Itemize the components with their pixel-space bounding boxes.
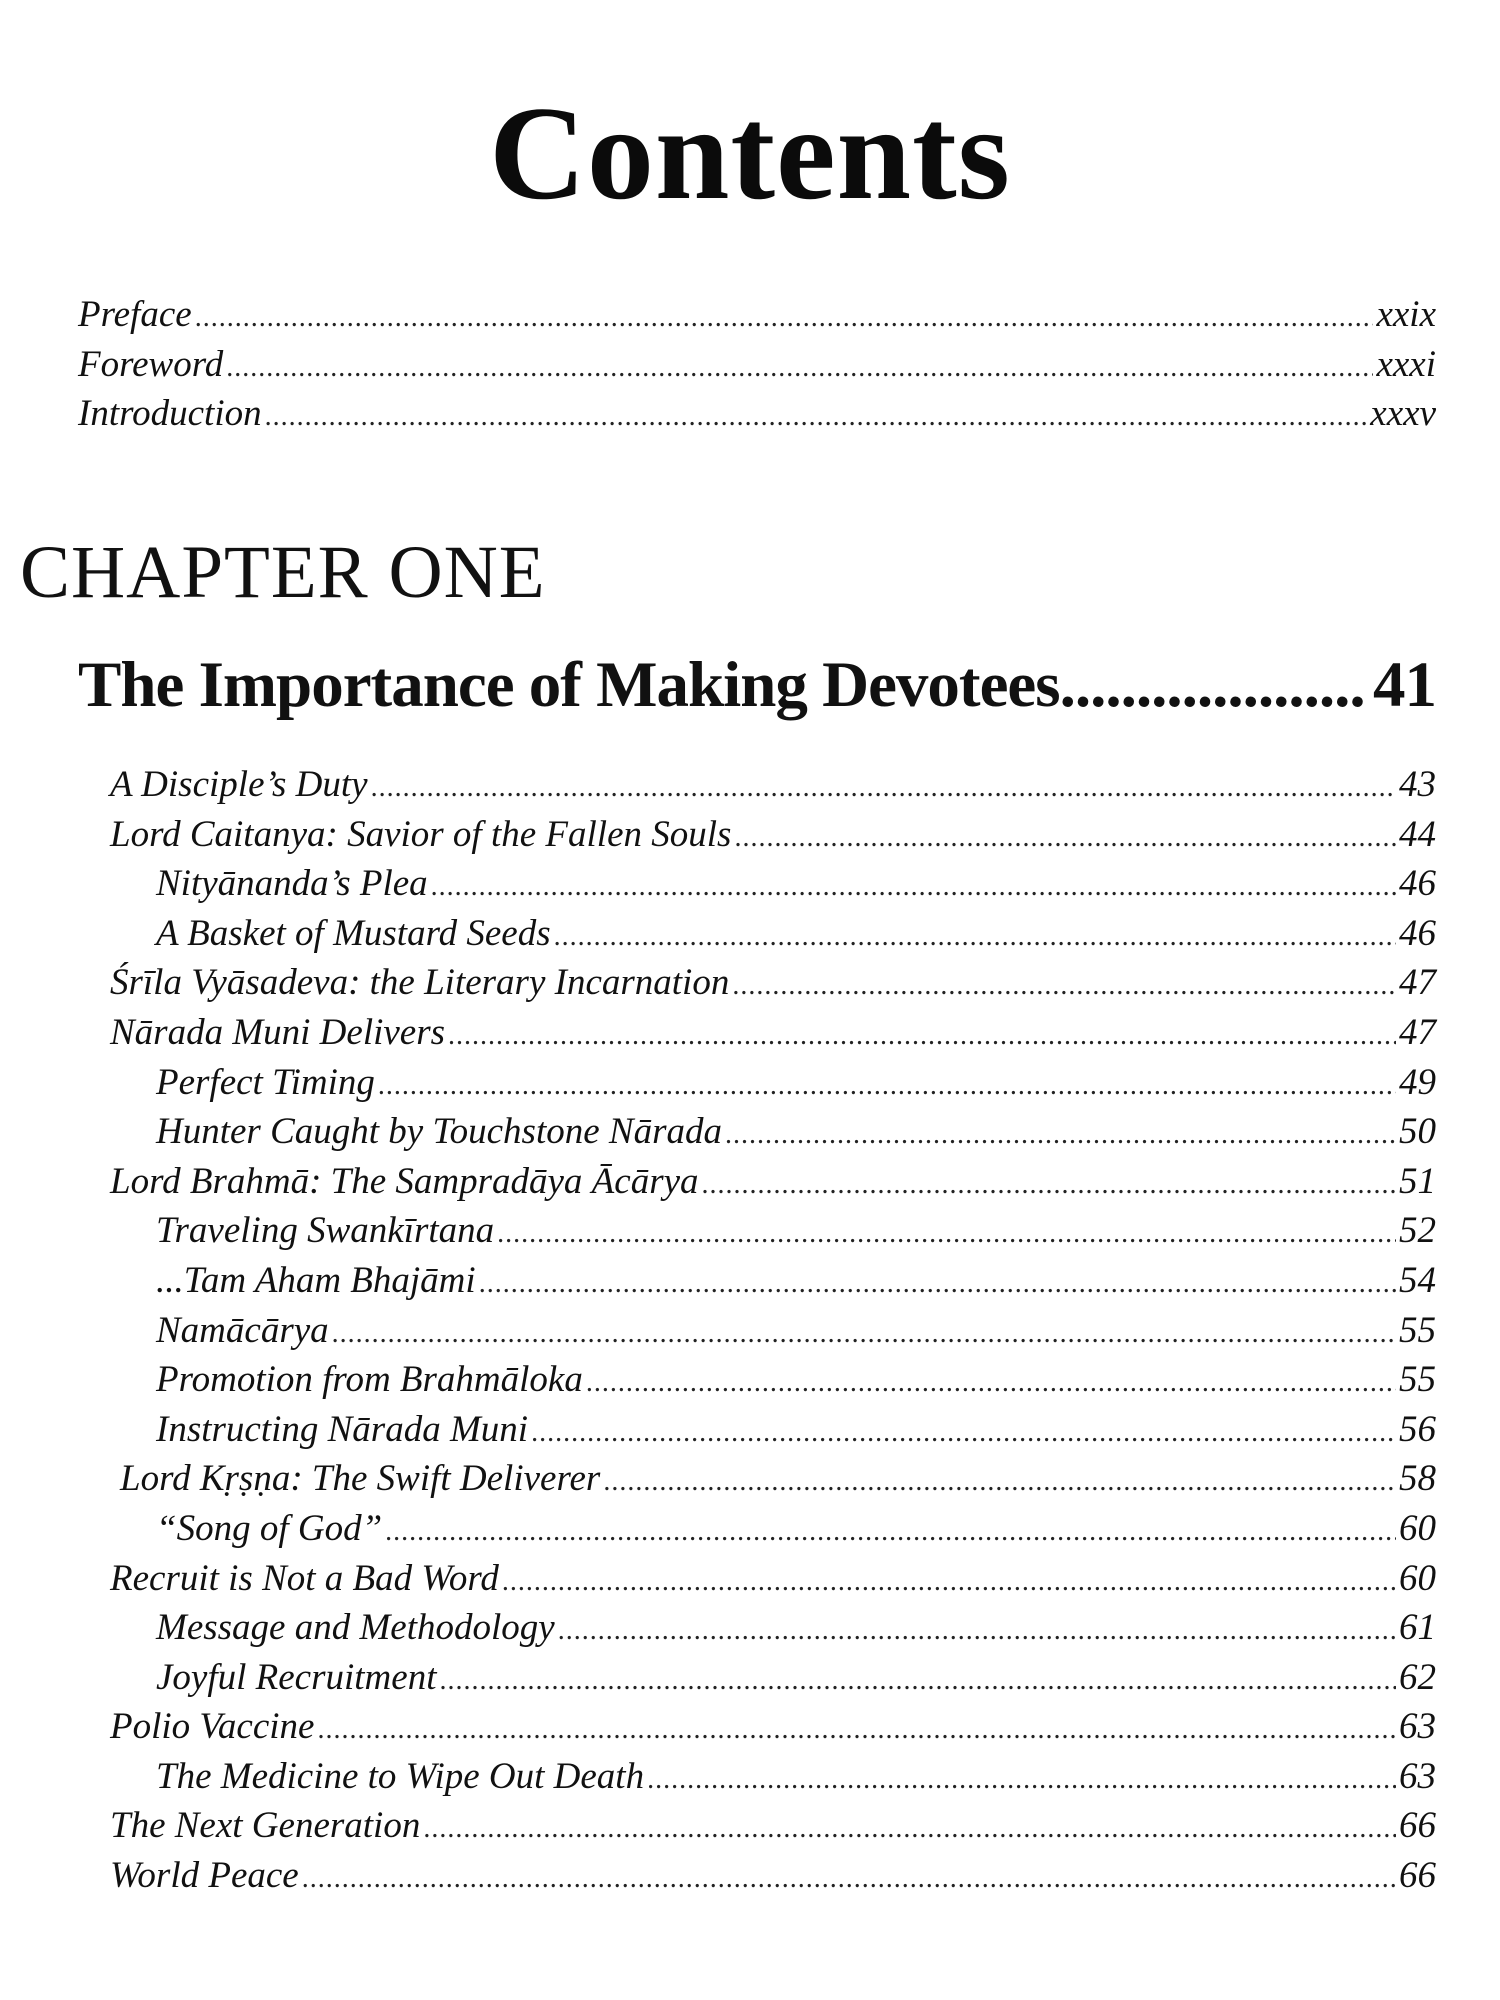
toc-entry[interactable]	[110, 1405, 1436, 1455]
dot-leader	[734, 813, 1396, 863]
dot-leader	[603, 1457, 1396, 1507]
dot-leader	[385, 1507, 1396, 1557]
toc-entry-label: Instructing Nārada Muni	[156, 1408, 529, 1450]
toc-entry-foreword[interactable]	[78, 340, 1436, 390]
dot-leader	[195, 293, 1374, 343]
toc-entry-label: The Next Generation	[110, 1805, 421, 1847]
toc-entry[interactable]	[110, 1256, 1436, 1306]
toc-entry-page: 50	[1399, 1111, 1436, 1153]
toc-entry-label: Preface	[78, 294, 192, 335]
dot-leader	[479, 1259, 1396, 1309]
toc-entry[interactable]	[110, 1058, 1436, 1108]
dot-leader	[558, 1606, 1396, 1656]
toc-entry-page: xxxi	[1376, 343, 1436, 385]
dot-leader	[317, 1705, 1396, 1755]
toc-entry-preface[interactable]	[78, 290, 1436, 340]
toc-entry[interactable]	[110, 1206, 1436, 1256]
toc-entry[interactable]	[110, 1008, 1436, 1058]
toc-entry-page: 44	[1399, 813, 1436, 855]
toc-entry-page: 52	[1399, 1210, 1436, 1252]
toc-entry-page: 58	[1399, 1458, 1436, 1500]
chapter-label: CHAPTER ONE	[20, 531, 546, 614]
toc-entry[interactable]	[110, 1752, 1436, 1802]
toc-entry[interactable]	[110, 1851, 1436, 1901]
toc-entry-label: ...Tam Aham Bhajāmi	[156, 1259, 476, 1301]
dot-leader	[702, 1160, 1396, 1210]
toc-entry-label: Joyful Recruitment	[156, 1656, 437, 1698]
front-matter-list	[78, 290, 1436, 439]
toc-entry[interactable]	[110, 1107, 1436, 1157]
toc-entry[interactable]	[110, 1306, 1436, 1356]
dot-leader	[554, 912, 1396, 962]
toc-entry[interactable]	[110, 1653, 1436, 1703]
toc-entry[interactable]	[110, 1702, 1436, 1752]
dot-leader	[371, 763, 1396, 813]
toc-entry-page: 46	[1399, 863, 1436, 905]
toc-entry[interactable]	[110, 958, 1436, 1008]
dot-leader	[302, 1854, 1396, 1904]
dot-leader	[431, 862, 1396, 912]
toc-entry-page: 54	[1399, 1259, 1436, 1301]
toc-entry-page: 60	[1399, 1557, 1436, 1599]
toc-entry-label: “Song of God”	[156, 1507, 383, 1549]
toc-entry-label: Śrīla Vyāsadeva: the Literary Incarnation	[110, 962, 730, 1004]
toc-entry-page: 63	[1399, 1755, 1436, 1797]
dot-leader	[265, 392, 1368, 442]
chapter-page: 41	[1373, 649, 1436, 721]
toc-entry-label: World Peace	[110, 1855, 299, 1897]
toc-entry[interactable]	[110, 1355, 1436, 1405]
toc-entry-label: A Disciple’s Duty	[110, 764, 368, 805]
toc-entry-label: Lord Caitanya: Savior of the Fallen Souls	[110, 813, 732, 855]
toc-entry[interactable]	[110, 1603, 1436, 1653]
toc-entry-page: 63	[1399, 1706, 1436, 1748]
toc-entry-page: 47	[1399, 962, 1436, 1004]
toc-entry-page: 56	[1399, 1408, 1436, 1450]
dot-leader	[725, 1110, 1396, 1160]
toc-entry-label: Promotion from Brahmāloka	[156, 1359, 583, 1401]
dot-leader	[1060, 640, 1367, 730]
dot-leader	[732, 961, 1396, 1011]
toc-entry-page: 46	[1399, 912, 1436, 954]
toc-entry-label: Namācārya	[156, 1309, 329, 1351]
chapter-section-list	[110, 760, 1436, 1901]
toc-entry[interactable]	[110, 1801, 1436, 1851]
toc-entry-label: A Basket of Mustard Seeds	[156, 912, 551, 954]
toc-entry-page: 49	[1399, 1061, 1436, 1103]
toc-entry-label: Recruit is Not a Bad Word	[110, 1557, 499, 1599]
toc-entry-label: Nārada Muni Delivers	[110, 1011, 446, 1053]
toc-entry[interactable]	[110, 760, 1436, 810]
toc-entry-introduction[interactable]	[78, 389, 1436, 439]
dot-leader	[378, 1061, 1396, 1111]
toc-entry[interactable]	[110, 810, 1436, 860]
dot-leader	[439, 1656, 1396, 1706]
toc-entry-label: Foreword	[78, 343, 224, 385]
dot-leader	[226, 343, 1373, 393]
toc-entry-page: 62	[1399, 1656, 1436, 1698]
toc-entry-label: The Medicine to Wipe Out Death	[156, 1755, 645, 1797]
toc-entry-label: Lord Brahmā: The Sampradāya Ācārya	[110, 1160, 699, 1202]
dot-leader	[423, 1804, 1396, 1854]
toc-entry-page: 47	[1399, 1011, 1436, 1053]
dot-leader	[497, 1209, 1396, 1259]
toc-entry[interactable]	[110, 909, 1436, 959]
toc-entry-page: xxix	[1376, 294, 1436, 335]
toc-entry-page: 43	[1399, 764, 1436, 805]
toc-entry[interactable]	[110, 1454, 1436, 1504]
toc-entry-page: 60	[1399, 1507, 1436, 1549]
toc-entry-label: Lord Kṛṣṇa: The Swift Deliverer	[120, 1458, 601, 1500]
toc-entry-page: 51	[1399, 1160, 1436, 1202]
toc-entry-page: xxxv	[1370, 393, 1436, 434]
toc-entry[interactable]	[110, 1504, 1436, 1554]
toc-entry-page: 55	[1399, 1359, 1436, 1401]
dot-leader	[586, 1358, 1396, 1408]
toc-entry-page: 66	[1399, 1805, 1436, 1847]
dot-leader	[531, 1408, 1396, 1458]
dot-leader	[647, 1755, 1396, 1805]
chapter-title-entry[interactable]	[78, 640, 1436, 730]
dot-leader	[448, 1011, 1396, 1061]
toc-entry-label: Nityānanda’s Plea	[156, 863, 428, 905]
page-title: Contents	[489, 79, 1011, 227]
dot-leader	[332, 1309, 1396, 1359]
toc-entry-label: Traveling Swankīrtana	[156, 1210, 495, 1252]
toc-entry-label: Polio Vaccine	[110, 1706, 315, 1748]
dot-leader	[502, 1557, 1396, 1607]
toc-entry-page: 55	[1399, 1309, 1436, 1351]
chapter-title: The Importance of Making Devotees	[78, 649, 1060, 721]
toc-entry-label: Introduction	[78, 393, 262, 434]
toc-entry[interactable]	[110, 1157, 1436, 1207]
toc-entry-page: 61	[1399, 1607, 1436, 1649]
toc-entry[interactable]	[110, 859, 1436, 909]
toc-entry-label: Message and Methodology	[156, 1607, 555, 1649]
toc-entry-label: Hunter Caught by Touchstone Nārada	[156, 1111, 722, 1153]
toc-entry-label: Perfect Timing	[156, 1061, 375, 1103]
toc-entry-page: 66	[1399, 1855, 1436, 1897]
toc-entry[interactable]	[110, 1554, 1436, 1604]
